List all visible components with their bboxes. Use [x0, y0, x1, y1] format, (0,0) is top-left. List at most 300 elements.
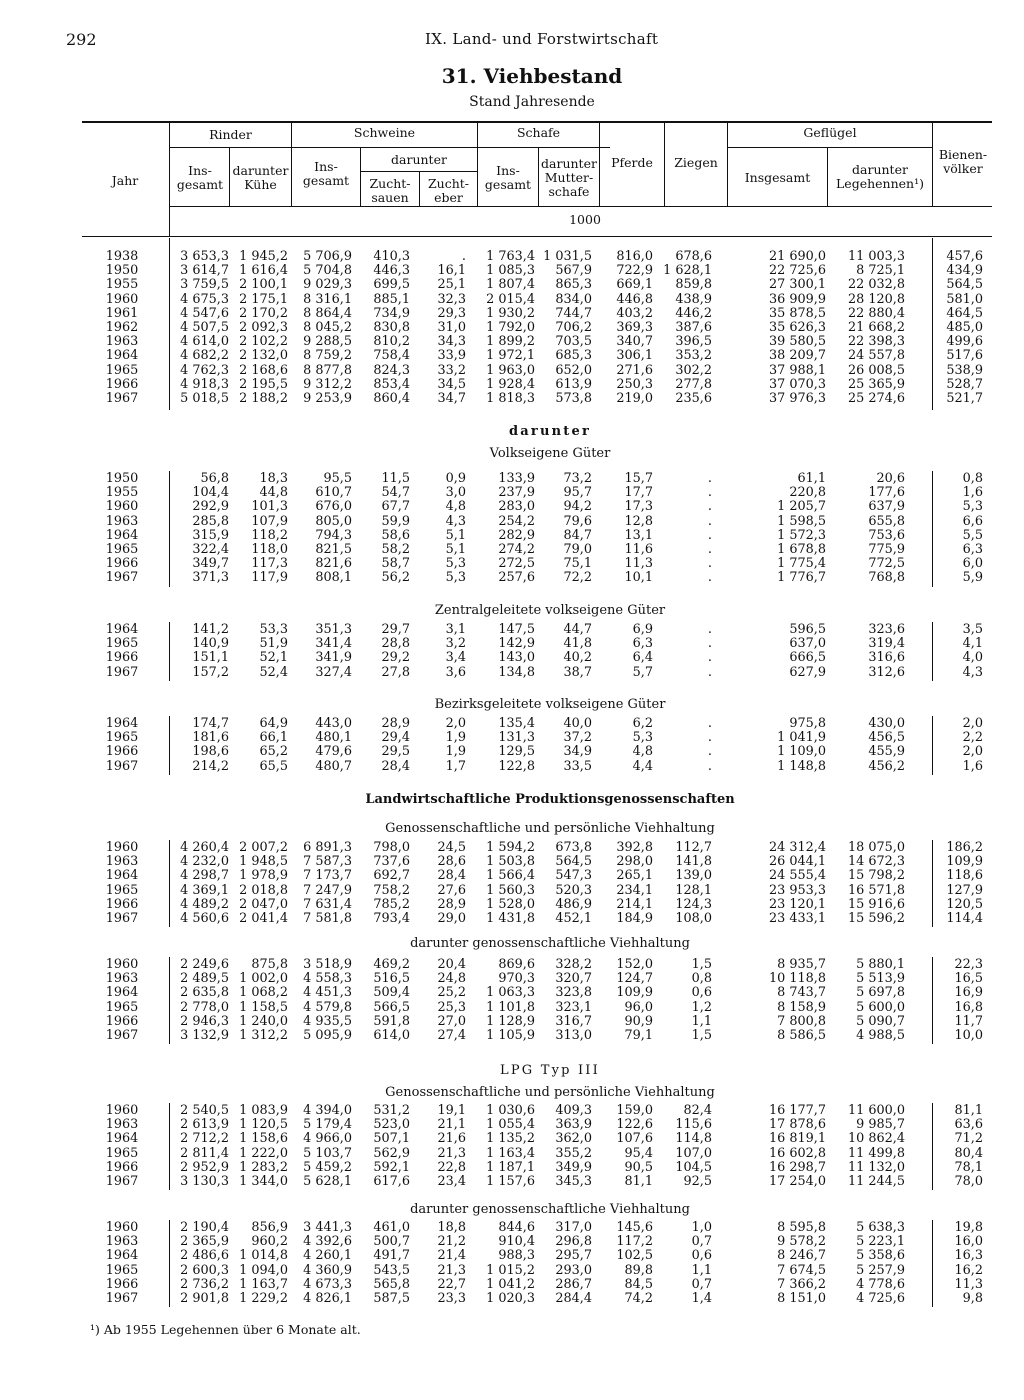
- cell-jahr: 1967: [105, 1028, 139, 1043]
- header-unit: 1000: [569, 212, 601, 227]
- table-row: [0, 731, 1024, 745]
- cell-bienenvoelker: 114,4: [946, 911, 983, 926]
- cell-gefluegel-insgesamt: 8 595,8: [777, 1220, 826, 1235]
- cell-zuchtsauen: 798,0: [373, 840, 410, 855]
- cell-zuchteber: 32,3: [437, 291, 466, 307]
- cell-zuchteber: 3,4: [445, 650, 466, 666]
- cell-legehennen: 10 862,4: [848, 1131, 905, 1147]
- cell-jahr: 1960: [105, 291, 139, 307]
- cell-jahr: 1967: [105, 1174, 139, 1189]
- cell-gefluegel-insgesamt: 16 298,7: [769, 1159, 826, 1175]
- cell-zuchteber: 25,1: [437, 277, 466, 293]
- cell-legehennen: 16 571,8: [848, 882, 905, 898]
- cell-zuchtsauen: 617,6: [373, 1174, 410, 1189]
- cell-rinder-insgesamt: 4 614,0: [180, 334, 229, 350]
- table-row: [0, 1161, 1024, 1175]
- cell-jahr: 1964: [105, 622, 139, 637]
- cell-zuchteber: 34,7: [437, 391, 466, 406]
- cell-rinder-insgesamt: 2 540,5: [180, 1103, 229, 1118]
- cell-kuehe: 2 132,0: [239, 348, 288, 364]
- cell-zuchteber: 33,2: [437, 362, 466, 378]
- cell-mutterschafe: 323,1: [555, 999, 592, 1015]
- cell-kuehe: 1 616,4: [239, 263, 288, 279]
- cell-ziegen: .: [707, 622, 712, 637]
- cell-rinder-insgesamt: 292,9: [192, 499, 229, 515]
- cell-zuchteber: 1,7: [445, 758, 466, 774]
- cell-kuehe: 1 945,2: [239, 249, 288, 264]
- cell-legehennen: 11 499,8: [848, 1145, 905, 1161]
- section-subheading: Bezirksgeleitete volkseigene Güter: [434, 697, 666, 712]
- cell-jahr: 1963: [105, 334, 139, 350]
- cell-schafe-insgesamt: 1 101,8: [486, 999, 535, 1015]
- cell-jahr: 1964: [105, 527, 139, 543]
- cell-mutterschafe: 652,0: [555, 362, 592, 378]
- cell-zuchteber: 23,3: [437, 1291, 466, 1306]
- cell-ziegen: 438,9: [675, 291, 712, 307]
- cell-pferde: 722,9: [616, 263, 653, 279]
- cell-kuehe: 118,0: [251, 542, 288, 557]
- cell-mutterschafe: 349,9: [555, 1159, 592, 1175]
- cell-legehennen: 15 798,2: [848, 868, 905, 884]
- cell-rinder-insgesamt: 181,6: [192, 730, 229, 746]
- cell-rinder-insgesamt: 104,4: [192, 485, 229, 501]
- cell-legehennen: 24 557,8: [848, 348, 905, 364]
- cell-ziegen: 139,0: [675, 868, 712, 884]
- cell-jahr: 1967: [105, 664, 139, 680]
- cell-mutterschafe: 73,2: [563, 471, 592, 486]
- section-subheading: Zentralgeleitete volkseigene Güter: [434, 603, 666, 618]
- cell-zuchtsauen: 29,7: [381, 622, 410, 637]
- cell-schafe-insgesamt: 1 105,9: [486, 1028, 535, 1043]
- cell-pferde: 96,0: [624, 999, 653, 1015]
- cell-pferde: 219,0: [616, 391, 653, 406]
- cell-legehennen: 5 638,3: [856, 1220, 905, 1235]
- cell-kuehe: 1 222,0: [239, 1145, 288, 1161]
- cell-bienenvoelker: 4,0: [962, 650, 983, 666]
- cell-gefluegel-insgesamt: 10 118,8: [769, 971, 826, 987]
- cell-ziegen: .: [707, 570, 712, 586]
- cell-bienenvoelker: 3,5: [962, 622, 983, 637]
- cell-ziegen: 124,3: [675, 896, 712, 912]
- cell-zuchtsauen: 785,2: [373, 896, 410, 912]
- cell-bienenvoelker: 5,9: [962, 570, 983, 586]
- cell-bienenvoelker: 5,3: [962, 499, 983, 515]
- cell-mutterschafe: 834,0: [555, 291, 592, 307]
- cell-jahr: 1965: [105, 362, 139, 378]
- cell-legehennen: 655,8: [868, 513, 905, 529]
- cell-legehennen: 11 003,3: [848, 249, 905, 264]
- cell-legehennen: 323,6: [868, 622, 905, 637]
- cell-kuehe: 2 170,2: [239, 305, 288, 321]
- cell-kuehe: 1 229,2: [239, 1291, 288, 1306]
- cell-kuehe: 2 092,3: [239, 320, 288, 335]
- cell-ziegen: .: [707, 499, 712, 515]
- cell-gefluegel-insgesamt: 8 158,9: [777, 999, 826, 1015]
- cell-rinder-insgesamt: 2 712,2: [180, 1131, 229, 1147]
- table-row: [0, 364, 1024, 378]
- cell-ziegen: 0,7: [691, 1276, 712, 1292]
- cell-legehennen: 26 008,5: [848, 362, 905, 378]
- cell-schweine-insgesamt: 443,0: [315, 716, 352, 731]
- cell-kuehe: 101,3: [251, 499, 288, 515]
- cell-zuchtsauen: 523,0: [373, 1117, 410, 1133]
- table-row: [0, 986, 1024, 1000]
- cell-bienenvoelker: 16,2: [954, 1262, 983, 1278]
- cell-ziegen: .: [707, 485, 712, 501]
- cell-jahr: 1965: [105, 882, 139, 898]
- section-heading: darunter: [509, 424, 591, 439]
- cell-jahr: 1967: [105, 391, 139, 406]
- cell-ziegen: 1,5: [691, 1028, 712, 1043]
- cell-pferde: 102,5: [616, 1248, 653, 1264]
- cell-zuchtsauen: 758,2: [373, 882, 410, 898]
- cell-pferde: 90,9: [624, 1013, 653, 1029]
- cell-zuchteber: 21,1: [437, 1117, 466, 1133]
- cell-rinder-insgesamt: 2 613,9: [180, 1117, 229, 1133]
- cell-ziegen: 112,7: [675, 840, 712, 855]
- table-row: [0, 264, 1024, 278]
- table-row: [0, 1015, 1024, 1029]
- cell-schweine-insgesamt: 9 029,3: [303, 277, 352, 293]
- cell-jahr: 1960: [105, 499, 139, 515]
- cell-ziegen: 1,1: [691, 1013, 712, 1029]
- cell-jahr: 1963: [105, 1234, 139, 1250]
- cell-legehennen: 11 132,0: [848, 1159, 905, 1175]
- cell-kuehe: 66,1: [259, 730, 288, 746]
- cell-jahr: 1962: [105, 320, 139, 335]
- cell-legehennen: 456,5: [868, 730, 905, 746]
- cell-schweine-insgesamt: 821,5: [315, 542, 352, 557]
- cell-kuehe: 1 283,2: [239, 1159, 288, 1175]
- header-group-rule-1: [170, 147, 610, 148]
- cell-jahr: 1967: [105, 758, 139, 774]
- table-row: [0, 651, 1024, 665]
- cell-schweine-insgesamt: 341,9: [315, 650, 352, 666]
- cell-schafe-insgesamt: 147,5: [498, 622, 535, 637]
- cell-zuchteber: 24,8: [437, 971, 466, 987]
- cell-rinder-insgesamt: 4 675,3: [180, 291, 229, 307]
- cell-rinder-insgesamt: 5 018,5: [180, 391, 229, 406]
- cell-ziegen: 0,6: [691, 1248, 712, 1264]
- table-row: [0, 1147, 1024, 1161]
- cell-schweine-insgesamt: 4 966,0: [303, 1131, 352, 1147]
- header-pferde: Pferde: [611, 155, 653, 170]
- cell-mutterschafe: 865,3: [555, 277, 592, 293]
- cell-jahr: 1960: [105, 1103, 139, 1118]
- cell-bienenvoelker: 0,8: [962, 471, 983, 486]
- table-row: [0, 472, 1024, 486]
- cell-jahr: 1965: [105, 636, 139, 652]
- cell-gefluegel-insgesamt: 8 151,0: [777, 1291, 826, 1306]
- cell-ziegen: 859,8: [675, 277, 712, 293]
- cell-ziegen: 107,0: [675, 1145, 712, 1161]
- cell-mutterschafe: 44,7: [563, 622, 592, 637]
- cell-zuchteber: 31,0: [437, 320, 466, 335]
- cell-zuchtsauen: 860,4: [373, 391, 410, 406]
- cell-gefluegel-insgesamt: 1 776,7: [777, 570, 826, 586]
- cell-pferde: 74,2: [624, 1291, 653, 1306]
- cell-bienenvoelker: 464,5: [946, 305, 983, 321]
- cell-jahr: 1963: [105, 1117, 139, 1133]
- cell-legehennen: 5 880,1: [856, 957, 905, 972]
- cell-mutterschafe: 40,2: [563, 650, 592, 666]
- cell-bienenvoelker: 457,6: [946, 249, 983, 264]
- cell-zuchtsauen: 516,5: [373, 971, 410, 987]
- cell-zuchteber: 28,6: [437, 854, 466, 870]
- cell-schafe-insgesamt: 257,6: [498, 570, 535, 586]
- cell-pferde: 5,3: [632, 730, 653, 746]
- cell-bienenvoelker: 118,6: [946, 868, 983, 884]
- cell-pferde: 250,3: [616, 376, 653, 392]
- cell-gefluegel-insgesamt: 24 312,4: [769, 840, 826, 855]
- cell-kuehe: 2 100,1: [239, 277, 288, 293]
- cell-rinder-insgesamt: 214,2: [192, 758, 229, 774]
- cell-schafe-insgesamt: 1 163,4: [486, 1145, 535, 1161]
- cell-mutterschafe: 567,9: [555, 263, 592, 279]
- header-bienenvoelker: Bienen- völker: [938, 147, 988, 176]
- cell-zuchtsauen: 810,2: [373, 334, 410, 350]
- cell-pferde: 15,7: [624, 471, 653, 486]
- cell-kuehe: 856,9: [251, 1220, 288, 1235]
- cell-mutterschafe: 355,2: [555, 1145, 592, 1161]
- section-subheading: darunter genossenschaftliche Viehhaltung: [410, 1202, 690, 1217]
- cell-zuchtsauen: 54,7: [381, 485, 410, 501]
- table-row: [0, 855, 1024, 869]
- cell-zuchteber: 22,8: [437, 1159, 466, 1175]
- header-schweine-darunter: darunter: [391, 152, 447, 167]
- cell-zuchteber: 16,1: [437, 263, 466, 279]
- cell-bienenvoelker: 6,6: [962, 513, 983, 529]
- cell-zuchteber: 21,6: [437, 1131, 466, 1147]
- cell-mutterschafe: 520,3: [555, 882, 592, 898]
- cell-ziegen: 1,0: [691, 1220, 712, 1235]
- cell-gefluegel-insgesamt: 24 555,4: [769, 868, 826, 884]
- cell-pferde: 90,5: [624, 1159, 653, 1175]
- table-row: [0, 717, 1024, 731]
- cell-bienenvoelker: 4,3: [962, 664, 983, 680]
- cell-gefluegel-insgesamt: 22 725,6: [769, 263, 826, 279]
- cell-legehennen: 20,6: [876, 471, 905, 486]
- cell-kuehe: 1 312,2: [239, 1028, 288, 1043]
- cell-legehennen: 775,9: [868, 542, 905, 557]
- cell-schafe-insgesamt: 135,4: [498, 716, 535, 731]
- cell-pferde: 5,7: [632, 664, 653, 680]
- header-ziegen: Ziegen: [674, 155, 718, 170]
- cell-legehennen: 22 880,4: [848, 305, 905, 321]
- cell-gefluegel-insgesamt: 1 205,7: [777, 499, 826, 515]
- section-heading: Landwirtschaftliche Produktionsgenossenschaften: [365, 792, 735, 807]
- cell-kuehe: 18,3: [259, 471, 288, 486]
- cell-ziegen: 108,0: [675, 911, 712, 926]
- table-row: [0, 898, 1024, 912]
- cell-zuchteber: 3,1: [445, 622, 466, 637]
- cell-zuchteber: 5,3: [445, 556, 466, 572]
- cell-zuchteber: 0,9: [445, 471, 466, 486]
- cell-ziegen: 115,6: [675, 1117, 712, 1133]
- cell-zuchteber: 24,5: [437, 840, 466, 855]
- cell-jahr: 1966: [105, 556, 139, 572]
- cell-kuehe: 117,3: [251, 556, 288, 572]
- cell-gefluegel-insgesamt: 1 775,4: [777, 556, 826, 572]
- cell-zuchteber: 3,0: [445, 485, 466, 501]
- cell-kuehe: 65,2: [259, 744, 288, 760]
- cell-rinder-insgesamt: 198,6: [192, 744, 229, 760]
- cell-gefluegel-insgesamt: 23 433,1: [769, 911, 826, 926]
- cell-bienenvoelker: 538,9: [946, 362, 983, 378]
- cell-gefluegel-insgesamt: 596,5: [789, 622, 826, 637]
- table-row: [0, 1118, 1024, 1132]
- cell-pferde: 265,1: [616, 868, 653, 884]
- cell-bienenvoelker: 19,8: [954, 1220, 983, 1235]
- header-mutterschafe: darunter Mutter- schafe: [541, 156, 597, 199]
- cell-legehennen: 768,8: [868, 570, 905, 586]
- cell-schafe-insgesamt: 1 085,3: [486, 263, 535, 279]
- cell-pferde: 122,6: [616, 1117, 653, 1133]
- cell-legehennen: 319,4: [868, 636, 905, 652]
- table-row: [0, 500, 1024, 514]
- cell-ziegen: 104,5: [675, 1159, 712, 1175]
- cell-zuchteber: 4,3: [445, 513, 466, 529]
- cell-zuchtsauen: 461,0: [373, 1220, 410, 1235]
- cell-rinder-insgesamt: 4 762,3: [180, 362, 229, 378]
- cell-zuchteber: 34,3: [437, 334, 466, 350]
- cell-schweine-insgesamt: 7 631,4: [303, 896, 352, 912]
- cell-ziegen: 446,2: [675, 305, 712, 321]
- cell-zuchteber: 25,3: [437, 999, 466, 1015]
- cell-kuehe: 2 102,2: [239, 334, 288, 350]
- cell-zuchteber: 19,1: [437, 1103, 466, 1118]
- cell-zuchtsauen: 587,5: [373, 1291, 410, 1306]
- cell-ziegen: 396,5: [675, 334, 712, 350]
- cell-mutterschafe: 1 031,5: [543, 249, 592, 264]
- cell-schweine-insgesamt: 610,7: [315, 485, 352, 501]
- cell-pferde: 12,8: [624, 513, 653, 529]
- cell-mutterschafe: 38,7: [563, 664, 592, 680]
- cell-pferde: 145,6: [616, 1220, 653, 1235]
- cell-bienenvoelker: 2,2: [962, 730, 983, 746]
- table-row: [0, 884, 1024, 898]
- cell-kuehe: 52,4: [259, 664, 288, 680]
- cell-kuehe: 875,8: [251, 957, 288, 972]
- cell-rinder-insgesamt: 3 759,5: [180, 277, 229, 293]
- table-subtitle: Stand Jahresende: [469, 94, 595, 110]
- cell-gefluegel-insgesamt: 16 602,8: [769, 1145, 826, 1161]
- table-row: [0, 557, 1024, 571]
- cell-mutterschafe: 317,0: [555, 1220, 592, 1235]
- cell-jahr: 1938: [105, 249, 139, 264]
- cell-legehennen: 5 257,9: [856, 1262, 905, 1278]
- cell-mutterschafe: 573,8: [555, 391, 592, 406]
- cell-bienenvoelker: 1,6: [962, 485, 983, 501]
- cell-pferde: 6,3: [632, 636, 653, 652]
- cell-zuchtsauen: 824,3: [373, 362, 410, 378]
- cell-schafe-insgesamt: 1 157,6: [486, 1174, 535, 1189]
- cell-schafe-insgesamt: 1 135,2: [486, 1131, 535, 1147]
- section-heading: LPG Typ III: [500, 1063, 600, 1078]
- cell-gefluegel-insgesamt: 16 177,7: [769, 1103, 826, 1118]
- cell-legehennen: 22 398,3: [848, 334, 905, 350]
- cell-gefluegel-insgesamt: 637,0: [789, 636, 826, 652]
- running-head: IX. Land- und Forstwirtschaft: [425, 30, 659, 48]
- cell-mutterschafe: 362,0: [555, 1131, 592, 1147]
- cell-gefluegel-insgesamt: 9 578,2: [777, 1234, 826, 1250]
- cell-schweine-insgesamt: 327,4: [315, 664, 352, 680]
- cell-bienenvoelker: 63,6: [954, 1117, 983, 1133]
- cell-zuchtsauen: 28,8: [381, 636, 410, 652]
- cell-rinder-insgesamt: 285,8: [192, 513, 229, 529]
- table-row: [0, 869, 1024, 883]
- table-row: [0, 321, 1024, 335]
- cell-gefluegel-insgesamt: 23 953,3: [769, 882, 826, 898]
- cell-mutterschafe: 34,9: [563, 744, 592, 760]
- cell-schafe-insgesamt: 1 807,4: [486, 277, 535, 293]
- cell-jahr: 1967: [105, 911, 139, 926]
- cell-schweine-insgesamt: 351,3: [315, 622, 352, 637]
- cell-zuchtsauen: 29,2: [381, 650, 410, 666]
- cell-zuchtsauen: 699,5: [373, 277, 410, 293]
- cell-gefluegel-insgesamt: 1 572,3: [777, 527, 826, 543]
- cell-zuchteber: 22,7: [437, 1276, 466, 1292]
- cell-jahr: 1965: [105, 730, 139, 746]
- cell-mutterschafe: 296,8: [555, 1234, 592, 1250]
- cell-jahr: 1965: [105, 1145, 139, 1161]
- cell-bienenvoelker: 80,4: [954, 1145, 983, 1161]
- cell-schweine-insgesamt: 5 095,9: [303, 1028, 352, 1043]
- cell-gefluegel-insgesamt: 35 626,3: [769, 320, 826, 335]
- cell-zuchtsauen: 793,4: [373, 911, 410, 926]
- cell-jahr: 1966: [105, 744, 139, 760]
- cell-zuchteber: 21,4: [437, 1248, 466, 1264]
- cell-schweine-insgesamt: 5 704,8: [303, 263, 352, 279]
- cell-bienenvoelker: 2,0: [962, 744, 983, 760]
- cell-mutterschafe: 564,5: [555, 854, 592, 870]
- table-row: [0, 1029, 1024, 1043]
- table-row: [0, 760, 1024, 774]
- cell-zuchtsauen: 58,6: [381, 527, 410, 543]
- cell-zuchtsauen: 565,8: [373, 1276, 410, 1292]
- cell-schweine-insgesamt: 4 394,0: [303, 1103, 352, 1118]
- cell-schafe-insgesamt: 1 015,2: [486, 1262, 535, 1278]
- cell-schafe-insgesamt: 254,2: [498, 513, 535, 529]
- cell-gefluegel-insgesamt: 21 690,0: [769, 249, 826, 264]
- cell-ziegen: 1,4: [691, 1291, 712, 1306]
- cell-schweine-insgesamt: 4 392,6: [303, 1234, 352, 1250]
- cell-rinder-insgesamt: 4 232,0: [180, 854, 229, 870]
- cell-legehennen: 25 274,6: [848, 391, 905, 406]
- cell-zuchtsauen: 56,2: [381, 570, 410, 586]
- cell-schafe-insgesamt: 282,9: [498, 527, 535, 543]
- cell-ziegen: .: [707, 636, 712, 652]
- cell-schweine-insgesamt: 4 826,1: [303, 1291, 352, 1306]
- cell-schweine-insgesamt: 9 253,9: [303, 391, 352, 406]
- cell-schafe-insgesamt: 1 128,9: [486, 1013, 535, 1029]
- cell-ziegen: 678,6: [675, 249, 712, 264]
- cell-bienenvoelker: 78,1: [954, 1159, 983, 1175]
- table-row: [0, 529, 1024, 543]
- cell-legehennen: 430,0: [868, 716, 905, 731]
- cell-pferde: 17,3: [624, 499, 653, 515]
- header-top-rule: [82, 121, 992, 123]
- cell-mutterschafe: 286,7: [555, 1276, 592, 1292]
- cell-schafe-insgesamt: 1 020,3: [486, 1291, 535, 1306]
- table-row: [0, 1264, 1024, 1278]
- table-row: [0, 571, 1024, 585]
- cell-schafe-insgesamt: 129,5: [498, 744, 535, 760]
- cell-gefluegel-insgesamt: 7 366,2: [777, 1276, 826, 1292]
- cell-zuchtsauen: 67,7: [381, 499, 410, 515]
- cell-schweine-insgesamt: 3 441,3: [303, 1220, 352, 1235]
- cell-gefluegel-insgesamt: 1 678,8: [777, 542, 826, 557]
